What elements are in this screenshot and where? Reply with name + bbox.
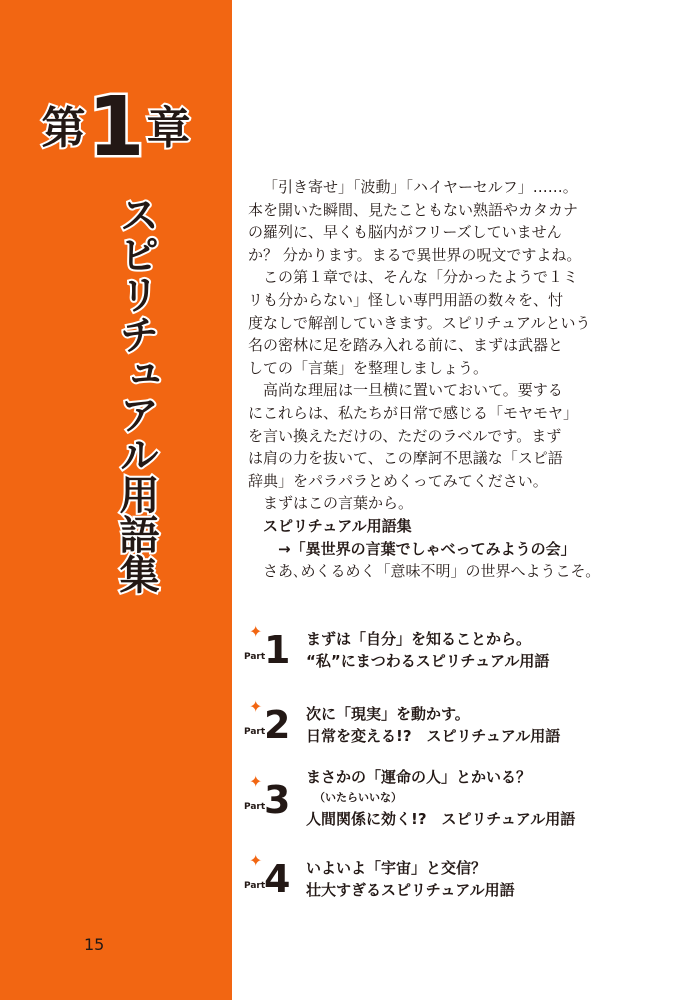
part-subtitle: 人間関係に効く!? スピリチュアル用語: [306, 810, 576, 828]
intro-line: 辞典」をパラパラとめくってみてください。: [248, 471, 548, 490]
part-label: Part: [244, 652, 266, 662]
part-label: Part: [244, 881, 266, 891]
part-number: 3: [264, 778, 291, 822]
sparkle-icon: ✦: [249, 772, 263, 791]
chapter-prefix: 第: [41, 103, 86, 154]
intro-line: を言い換えただけの、ただのラベルです。まず: [248, 426, 562, 445]
intro-line: 高尚な理屈は一旦横に置いておいて。要する: [263, 381, 563, 400]
intro-line: 「引き寄せ」「波動」「ハイヤーセルフ」……。: [263, 178, 578, 196]
part-subtitle: 壮大すぎるスピリチュアル用語: [306, 881, 515, 899]
part-text: [306, 766, 575, 830]
part-text: [306, 628, 549, 672]
part-number: 2: [264, 703, 291, 747]
part-note: （いたらいいな）: [314, 791, 402, 804]
part-number: 4: [264, 857, 291, 901]
part-label: Part: [244, 727, 266, 737]
part-text: [306, 857, 515, 901]
part-title: まさかの「運命の人」とかいる？: [306, 768, 532, 786]
part-subtitle: 日常を変える!? スピリチュアル用語: [306, 727, 561, 745]
intro-line: にこれらは、私たちが日常で感じる「モヤモヤ」: [248, 403, 579, 422]
intro-line: 度なしで解剖していきます。スピリチュアルという: [248, 313, 591, 332]
part-title: まずは「自分」を知ることから。: [306, 630, 532, 648]
sparkle-icon: ✦: [249, 622, 263, 641]
intro-line: この第１章では、そんな「分かったようで１ミ: [263, 268, 579, 287]
intro-line: リも分からない」怪しい専門用語の数々を、忖: [248, 290, 564, 309]
intro-line: さあ､めくるめく「意味不明」の世界へようこそ。: [263, 562, 601, 581]
chapter-suffix: 章: [146, 103, 191, 154]
sparkle-icon: ✦: [249, 851, 263, 870]
intro-line: 本を開いた瞬間、見たこともない熟語やカタカナ: [248, 200, 579, 219]
part-text: [306, 703, 560, 747]
intro-line: 名の密林に足を踏み入れる前に、まずは武器と: [248, 336, 564, 355]
intro-line-emphasis: スピリチュアル用語集: [263, 516, 412, 535]
intro-line-emphasis: →「異世界の言葉でしゃべってみようの会」: [278, 539, 576, 558]
part-title: いよいよ「宇宙」と交信？: [306, 859, 487, 877]
intro-line: か？ 分かります。まるで異世界の呪文ですよね。: [248, 245, 582, 264]
chapter-title: スピリチュアル用語集: [113, 194, 159, 594]
intro-text: [248, 176, 601, 583]
sparkle-icon: ✦: [249, 697, 263, 716]
part-title: 次に「現実」を動かす。: [306, 705, 470, 723]
intro-line: まずはこの言葉から。: [263, 494, 414, 513]
part-label: Part: [244, 802, 266, 812]
intro-line: は肩の力を抜いて、この摩訶不思議な「スピ語: [248, 449, 563, 468]
page-number: 15: [84, 935, 105, 954]
part-number: 1: [264, 628, 291, 672]
chapter-heading: [0, 80, 232, 175]
chapter-number: 1: [87, 80, 145, 175]
intro-line: しての「言葉」を整理しましょう。: [248, 358, 489, 377]
part-subtitle: “私”にまつわるスピリチュアル用語: [306, 652, 550, 670]
chapter-sidebar: [0, 0, 232, 1000]
intro-line: の羅列に、早くも脳内がフリーズしていません: [248, 223, 562, 242]
